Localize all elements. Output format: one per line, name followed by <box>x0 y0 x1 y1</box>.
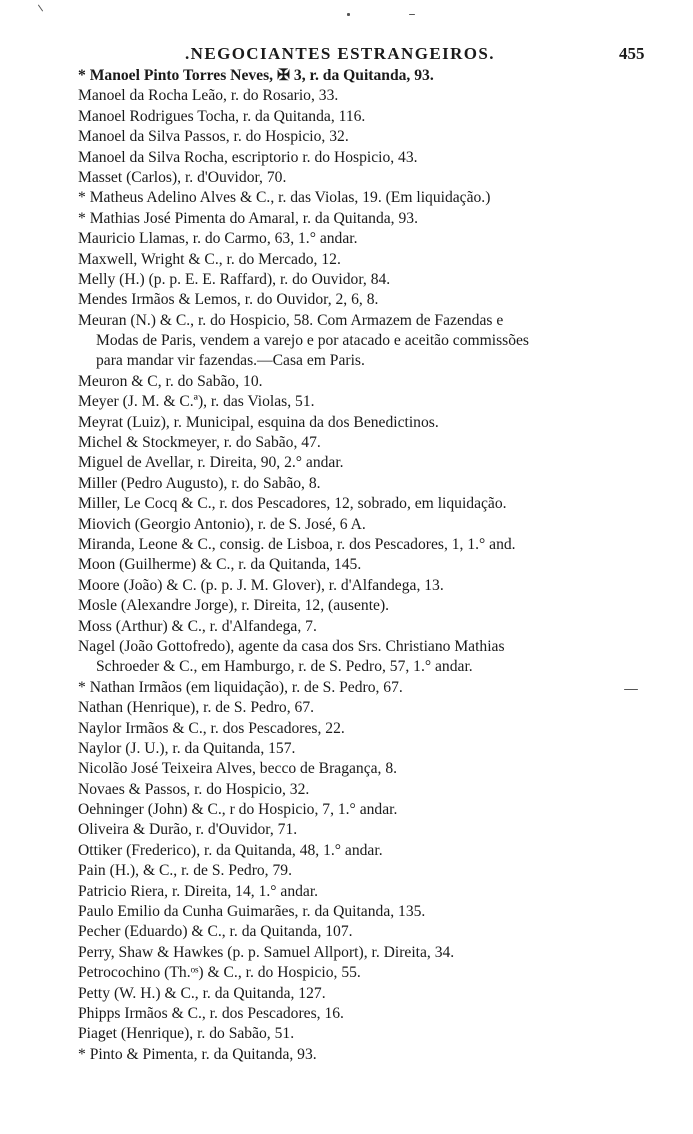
list-item: Pain (H.), & C., r. de S. Pedro, 79. <box>78 862 292 880</box>
ink-mark <box>347 13 350 16</box>
page-number: 455 <box>619 44 645 63</box>
list-item: Patricio Riera, r. Direita, 14, 1.° andar. <box>78 882 319 900</box>
list-item: Miller, Le Cocq & C., r. dos Pescadores, 12, sobrado, em liquidação. <box>78 495 507 513</box>
ink-mark <box>38 4 43 11</box>
list-item: Miovich (Georgio Antonio), r. de S. José, 6 A. <box>78 515 366 533</box>
list-item: * Matheus Adelino Alves & C., r. das Violas, 19. (Em liquidação.) <box>78 189 491 207</box>
list-item: Ottiker (Frederico), r. da Quitanda, 48, 1.° andar. <box>78 841 383 859</box>
merchant-list <box>78 66 648 1065</box>
list-item: Nicolão José Teixeira Alves, becco de Bragança, 8. <box>78 760 398 778</box>
list-item: Moon (Guilherme) & C., r. da Quitanda, 145. <box>78 556 362 574</box>
list-item: * Mathias José Pimenta do Amaral, r. da Quitanda, 93. <box>78 209 418 227</box>
ink-mark <box>409 14 415 15</box>
list-item: Melly (H.) (p. p. E. E. Raffard), r. do Ouvidor, 84. <box>78 270 391 288</box>
list-item: Meyer (J. M. & C.ª), r. das Violas, 51. <box>78 393 315 411</box>
page-header <box>0 44 693 68</box>
list-item-continuation: Schroeder & C., em Hamburgo, r. de S. Pedro, 57, 1.° andar. <box>96 658 473 676</box>
list-item: Meuran (N.) & C., r. do Hospicio, 58. Com Armazem de Fazendas e <box>78 311 504 329</box>
list-item: Manoel Rodrigues Tocha, r. da Quitanda, 116. <box>78 107 366 125</box>
list-item: Petty (W. H.) & C., r. da Quitanda, 127. <box>78 984 326 1002</box>
list-item-continuation: para mandar vir fazendas.—Casa em Paris. <box>96 352 365 370</box>
list-item: Mendes Irmãos & Lemos, r. do Ouvidor, 2, 6, 8. <box>78 291 379 309</box>
list-item: Oehninger (John) & C., r do Hospicio, 7, 1.° andar. <box>78 801 398 819</box>
list-item: * Nathan Irmãos (em liquidação), r. de S. Pedro, 67. <box>78 678 403 696</box>
list-item: Phipps Irmãos & C., r. dos Pescadores, 16. <box>78 1004 344 1022</box>
list-item: Petrocochino (Th.ᵒˢ) & C., r. do Hospicio, 55. <box>78 964 361 982</box>
list-item: Masset (Carlos), r. d'Ouvidor, 70. <box>78 168 287 186</box>
list-item: Moss (Arthur) & C., r. d'Alfandega, 7. <box>78 617 317 635</box>
list-item: Pecher (Eduardo) & C., r. da Quitanda, 107. <box>78 923 353 941</box>
list-item: Meuron & C, r. do Sabão, 10. <box>78 372 263 390</box>
list-item: Mauricio Llamas, r. do Carmo, 63, 1.° andar. <box>78 230 358 248</box>
list-item: Michel & Stockmeyer, r. do Sabão, 47. <box>78 434 321 452</box>
list-item: Manoel da Rocha Leão, r. do Rosario, 33. <box>78 87 339 105</box>
list-item: Miguel de Avellar, r. Direita, 90, 2.° andar. <box>78 454 344 472</box>
list-item: Naylor Irmãos & C., r. dos Pescadores, 22. <box>78 719 345 737</box>
list-item-continuation: Modas de Paris, vendem a varejo e por atacado e aceitão commissões <box>96 332 530 350</box>
list-item: Miller (Pedro Augusto), r. do Sabão, 8. <box>78 474 321 492</box>
list-item: Novaes & Passos, r. do Hospicio, 32. <box>78 780 310 798</box>
list-item: Miranda, Leone & C., consig. de Lisboa, r. dos Pescadores, 1, 1.° and. <box>78 535 516 553</box>
list-item: Perry, Shaw & Hawkes (p. p. Samuel Allport), r. Direita, 34. <box>78 943 455 961</box>
list-item: Manoel da Silva Rocha, escriptorio r. do Hospicio, 43. <box>78 148 418 166</box>
list-item: Moore (João) & C. (p. p. J. M. Glover), r. d'Alfandega, 13. <box>78 576 444 594</box>
page-title: .NEGOCIANTES ESTRANGEIROS. <box>185 44 495 63</box>
list-item: Meyrat (Luiz), r. Municipal, esquina da dos Benedictinos. <box>78 413 439 431</box>
list-item: Manoel da Silva Passos, r. do Hospicio, 32. <box>78 128 349 146</box>
list-item: Mosle (Alexandre Jorge), r. Direita, 12, (ausente). <box>78 597 390 615</box>
list-item: * Manoel Pinto Torres Neves, ✠ 3, r. da Quitanda, 93. <box>78 67 434 84</box>
list-item: Nathan (Henrique), r. de S. Pedro, 67. <box>78 699 315 717</box>
list-item: Naylor (J. U.), r. da Quitanda, 157. <box>78 739 296 757</box>
list-item: Paulo Emilio da Cunha Guimarães, r. da Quitanda, 135. <box>78 903 426 921</box>
list-item: Nagel (João Gottofredo), agente da casa dos Srs. Christiano Mathias <box>78 637 505 655</box>
list-item: Piaget (Henrique), r. do Sabão, 51. <box>78 1025 295 1043</box>
list-item: Oliveira & Durão, r. d'Ouvidor, 71. <box>78 821 298 839</box>
list-item: * Pinto & Pimenta, r. da Quitanda, 93. <box>78 1045 317 1063</box>
list-item: Maxwell, Wright & C., r. do Mercado, 12. <box>78 250 341 268</box>
